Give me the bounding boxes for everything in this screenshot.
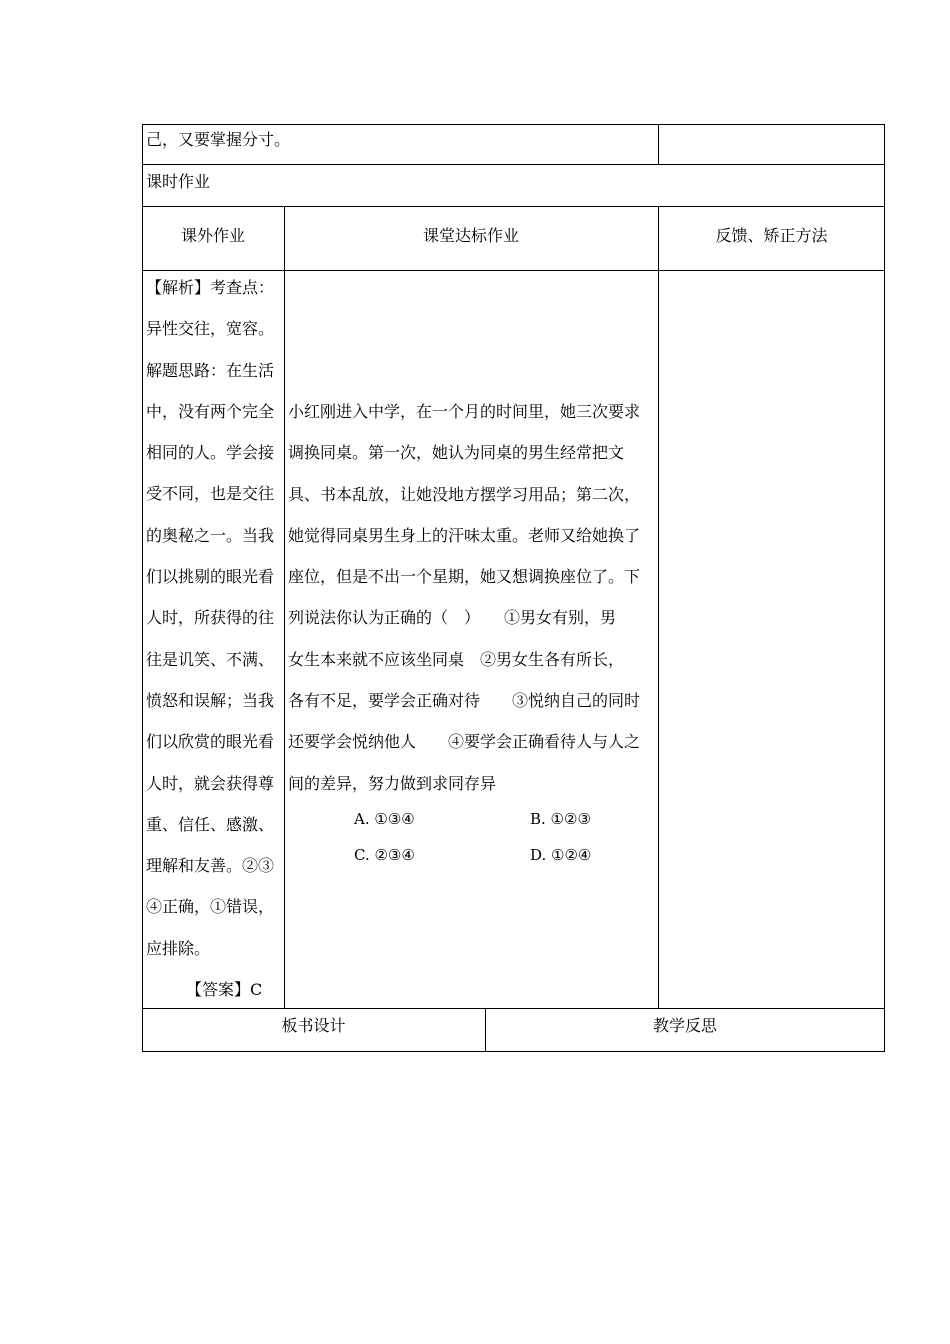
analysis-line: 的奥秘之一。当我 [146, 525, 275, 545]
analysis-text [146, 274, 282, 1017]
option-b: B. ①②③ [530, 810, 591, 828]
option-a: A. ①③④ [354, 810, 415, 828]
header-homework: 课外作业 [180, 226, 245, 245]
analysis-line: 【解析】考查点： [146, 278, 275, 297]
analysis-line: 中，没有两个完全 [146, 401, 275, 421]
col-divider [658, 124, 659, 165]
header-classwork: 课堂达标作业 [422, 226, 519, 245]
analysis-line: 们以挑剔的眼光看 [146, 567, 275, 587]
analysis-line: 理解和友善。②③ [146, 856, 275, 876]
analysis-line: 愤怒和误解；当我 [146, 690, 275, 710]
footer-reflection: 教学反思 [652, 1016, 717, 1035]
analysis-line: ④正确，①错误， [146, 897, 275, 917]
question-line: 具、书本乱放，让她没地方摆学习用品；第二次， [288, 484, 641, 504]
analysis-line: 异性交往，宽容。 [146, 319, 275, 339]
option-d: D. ①②④ [530, 846, 592, 864]
row-divider [142, 206, 885, 207]
col-divider [284, 206, 285, 1008]
question-line: 座位，但是不出一个星期，她又想调换座位了。下 [288, 567, 641, 587]
option-c: C. ②③④ [354, 846, 415, 864]
analysis-line: 解题思路：在生活 [146, 360, 275, 380]
question-line: 列说法你认为正确的（ ） ①男女有别，男 [288, 608, 617, 628]
question-text [288, 398, 656, 811]
analysis-line: 人时，所获得的往 [146, 608, 275, 628]
question-line: 女生本来就不应该坐同桌 ②男女生各有所长， [288, 649, 625, 669]
answer-line: 【答案】C [186, 980, 263, 1000]
analysis-line: 相同的人。学会接 [146, 443, 275, 463]
question-line: 她觉得同桌男生身上的汗味太重。老师又给她换了 [288, 525, 641, 545]
question-line: 还要学会悦纳他人 ④要学会正确看待人与人之 [288, 732, 641, 752]
row-divider [142, 164, 885, 165]
analysis-line: 们以欣赏的眼光看 [146, 732, 275, 752]
question-line: 间的差异，努力做到求同存异 [288, 773, 497, 793]
analysis-line: 人时，就会获得尊 [146, 773, 275, 793]
analysis-line: 重、信任、感激、 [146, 814, 275, 834]
col-divider [658, 206, 659, 1008]
footer-board-design: 板书设计 [281, 1016, 346, 1035]
question-line: 调换同桌。第一次，她认为同桌的男生经常把文 [288, 443, 625, 463]
row-divider [142, 270, 885, 271]
top-row-text: 己，又要掌握分寸。 [146, 130, 291, 149]
section-title: 课时作业 [146, 172, 211, 191]
analysis-line: 往是讥笑、不满、 [146, 649, 275, 669]
header-feedback: 反馈、矫正方法 [715, 226, 828, 245]
analysis-line: 受不同，也是交往 [146, 484, 275, 504]
question-line: 各有不足，要学会正确对待 ③悦纳自己的同时 [288, 691, 641, 711]
analysis-line: 应排除。 [146, 938, 211, 958]
question-line: 小红刚进入中学，在一个月的时间里，她三次要求 [288, 402, 641, 421]
